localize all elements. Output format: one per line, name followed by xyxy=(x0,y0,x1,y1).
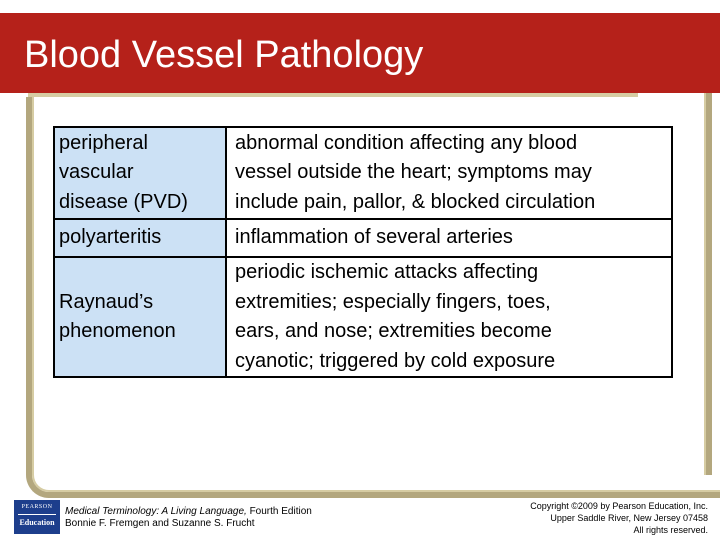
table-row xyxy=(54,219,672,257)
book-title-line xyxy=(65,506,312,518)
definition-cell xyxy=(226,257,672,377)
logo-text-bottom: Education xyxy=(19,518,55,527)
definition-cell xyxy=(226,127,672,219)
term-line: phenomenon xyxy=(59,320,176,342)
table-row xyxy=(54,127,672,219)
term-line: vascular xyxy=(59,161,134,184)
copyright-notice xyxy=(530,500,708,536)
terms-table xyxy=(53,126,673,378)
book-edition: Fourth Edition xyxy=(249,506,312,517)
copyright-line: Copyright ©2009 by Pearson Education, Inc. xyxy=(530,501,708,511)
frame-right-inner-border xyxy=(704,93,706,475)
slide-title: Blood Vessel Pathology xyxy=(24,34,424,76)
definition-line: include pain, pallor, & blocked circulation xyxy=(235,190,596,213)
frame-right-border xyxy=(706,93,712,475)
term-cell xyxy=(54,219,226,257)
copyright-line: Upper Saddle River, New Jersey 07458 xyxy=(550,513,708,523)
term-cell xyxy=(54,127,226,219)
definition-line: ears, and nose; extremities become xyxy=(235,320,552,342)
definition-line: cyanotic; triggered by cold exposure xyxy=(235,349,556,372)
term-line: Raynaud’s xyxy=(59,290,154,313)
table-row xyxy=(54,257,672,377)
definition-line: extremities; especially fingers, toes, xyxy=(235,290,551,313)
definition-line: abnormal condition affecting any blood xyxy=(235,131,578,154)
book-authors: Bonnie F. Fremgen and Suzanne S. Frucht xyxy=(65,518,255,529)
term-line: disease (PVD) xyxy=(59,190,188,213)
frame-bottom-inner-border xyxy=(32,475,720,492)
frame-left-inner-border xyxy=(32,97,34,475)
book-credit xyxy=(65,506,312,530)
term-cell xyxy=(54,257,226,377)
definition-cell xyxy=(226,219,672,257)
term-line: polyarteritis xyxy=(59,226,162,249)
definition-line: inflammation of several arteries xyxy=(235,226,513,249)
definition-line: periodic ischemic attacks affecting xyxy=(235,261,539,283)
pearson-logo xyxy=(14,500,60,534)
term-line: peripheral xyxy=(59,131,148,154)
definition-line: vessel outside the heart; symptoms may xyxy=(235,161,592,184)
title-underline xyxy=(28,93,638,97)
logo-divider xyxy=(18,514,56,515)
copyright-line: All rights reserved. xyxy=(633,525,708,535)
logo-text-top: PEARSON xyxy=(21,504,53,510)
book-title: Medical Terminology: A Living Language, xyxy=(65,506,247,517)
